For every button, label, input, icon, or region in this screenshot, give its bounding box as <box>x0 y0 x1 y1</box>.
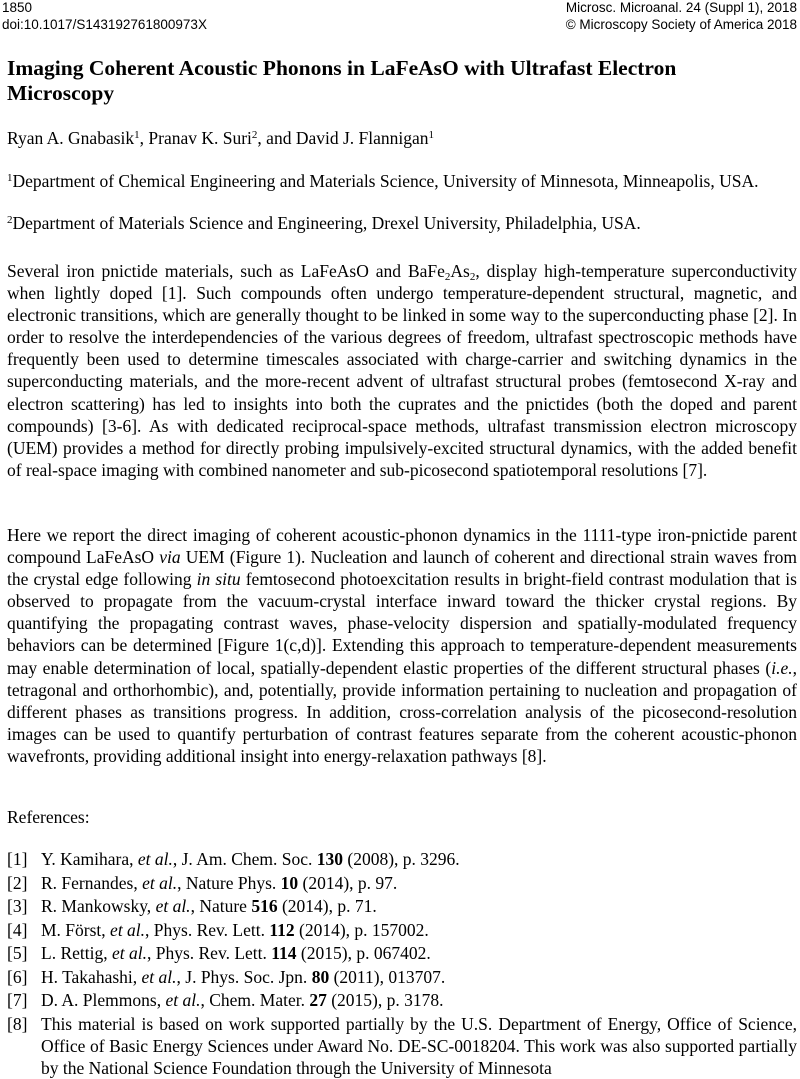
author-name: David J. Flannigan <box>296 128 429 148</box>
doi: doi:10.1017/S143192761800973X <box>2 16 207 33</box>
copyright: © Microscopy Society of America 2018 <box>566 16 797 33</box>
reference-text: M. Först, et al., Phys. Rev. Lett. 112 (2014), p. 157002. <box>41 919 797 943</box>
author-affiliation-mark: 2 <box>252 129 258 141</box>
reference-item <box>7 872 797 896</box>
italic-text: via <box>159 547 180 567</box>
author-name: Pranav K. Suri <box>148 128 252 148</box>
reference-text: D. A. Plemmons, et al., Chem. Mater. 27 (2015), p. 3178. <box>41 989 797 1013</box>
text-run: , tetragonal and orthorhombic), and, potentially, provide information pertaining to nucleation and propagation of different phases as transitions progress. In addition, cross-correlation analysis of the picosecond-resolution images can be used to quantify perturbation of contrast features separate from the coherent acoustic-phonon wavefronts, providing additional insight into energy-relaxation pathways [8]. <box>7 658 797 766</box>
text-run: , display high-temperature superconductivity when lightly doped [1]. Such compounds often undergo temperature-dependent structural, magnetic, and electronic transitions, which are generally thought to be linked in some way to the superconducting phase [2]. In order to resolve the interdependencies of the various degrees of freedom, ultrafast spectroscopic methods have frequently been used to determine timescales associated with charge-carrier and switching dynamics in the superconducting materials, and the more-recent advent of ultrafast structural probes (femtosecond X-ray and electron scattering) has led to insights into both the cuprates and the pnictides (both the doped and parent compounds) [3-6]. As with dedicated reciprocal-space methods, ultrafast transmission electron microscopy (UEM) provides a method for directly probing impulsively-excited structural dynamics, with the added benefit of real-space imaging with combined nanometer and sub-picosecond spatiotemporal resolutions [7]. <box>7 261 797 480</box>
text-run: Several iron pnictide materials, such as LaFeAsO and BaFe <box>7 261 445 281</box>
paper-title: Imaging Coherent Acoustic Phonons in LaFeAsO with Ultrafast Electron Microscopy <box>7 56 787 106</box>
reference-text: L. Rettig, et al., Phys. Rev. Lett. 114 (2015), p. 067402. <box>41 942 797 966</box>
text-run: femtosecond photoexcitation results in bright-field contrast modulation that is observed to propagate from the vacuum-crystal interface inward toward the thicker crystal regions. By quantifying the propagating contrast waves, phase-velocity dispersion and spatially-modulated frequency behaviors can be determined [Figure 1(c,d)]. Extending this approach to temperature-dependent measurements may enable determination of local, spatially-dependent elastic properties of the different structural phases ( <box>7 569 797 677</box>
subscript: 2 <box>470 271 476 283</box>
reference-list <box>7 848 797 1079</box>
header-left <box>2 0 207 33</box>
affiliation-text: Department of Materials Science and Engineering, Drexel University, Philadelphia, USA. <box>13 213 641 233</box>
body-paragraph-1 <box>7 260 797 481</box>
reference-text: This material is based on work supported partially by the U.S. Department of Energy, Office of Science, Office of Basic Energy Sciences under Award No. DE-SC-0018204. This work was also supported partially by the National Science Foundation through the University of Minnesota <box>41 1013 797 1079</box>
subscript: 2 <box>445 271 451 283</box>
header-right <box>566 0 797 33</box>
reference-number: [1] <box>7 848 41 872</box>
author-list <box>7 127 797 149</box>
reference-text: Y. Kamihara, et al., J. Am. Chem. Soc. 130 (2008), p. 3296. <box>41 848 797 872</box>
page-number: 1850 <box>2 0 207 16</box>
reference-item <box>7 989 797 1013</box>
author-separator: , <box>140 128 149 148</box>
reference-item <box>7 895 797 919</box>
affiliation-mark: 2 <box>7 214 13 226</box>
affiliation <box>7 213 797 234</box>
italic-text: i.e. <box>771 658 792 678</box>
reference-number: [6] <box>7 966 41 990</box>
reference-number: [8] <box>7 1013 41 1079</box>
italic-text: in situ <box>197 569 241 589</box>
author-affiliation-mark: 1 <box>429 129 435 141</box>
author-affiliation-mark: 1 <box>134 129 140 141</box>
references-heading: References: <box>7 806 90 828</box>
reference-item <box>7 919 797 943</box>
reference-text: H. Takahashi, et al., J. Phys. Soc. Jpn. 80 (2011), 013707. <box>41 966 797 990</box>
reference-item <box>7 848 797 872</box>
journal-citation: Microsc. Microanal. 24 (Suppl 1), 2018 <box>566 0 797 16</box>
body-paragraph-2 <box>7 524 797 767</box>
reference-number: [2] <box>7 872 41 896</box>
reference-item <box>7 942 797 966</box>
affiliation-text: Department of Chemical Engineering and Materials Science, University of Minnesota, Minneapolis, USA. <box>13 171 759 191</box>
text-run: UEM (Figure 1). Nucleation and launch of coherent and directional strain waves from the crystal edge following <box>7 547 797 589</box>
affiliation <box>7 171 797 192</box>
reference-item <box>7 1013 797 1079</box>
text-run: Here we report the direct imaging of coherent acoustic-phonon dynamics in the 1111-type iron-pnictide parent compound LaFeAsO <box>7 525 797 567</box>
author-name: Ryan A. Gnabasik <box>7 128 134 148</box>
reference-number: [7] <box>7 989 41 1013</box>
reference-text: R. Fernandes, et al., Nature Phys. 10 (2014), p. 97. <box>41 872 797 896</box>
author-separator: , and <box>257 128 295 148</box>
reference-number: [4] <box>7 919 41 943</box>
reference-number: [3] <box>7 895 41 919</box>
reference-item <box>7 966 797 990</box>
reference-text: R. Mankowsky, et al., Nature 516 (2014), p. 71. <box>41 895 797 919</box>
affiliation-mark: 1 <box>7 172 13 184</box>
reference-number: [5] <box>7 942 41 966</box>
text-run: As <box>450 261 469 281</box>
